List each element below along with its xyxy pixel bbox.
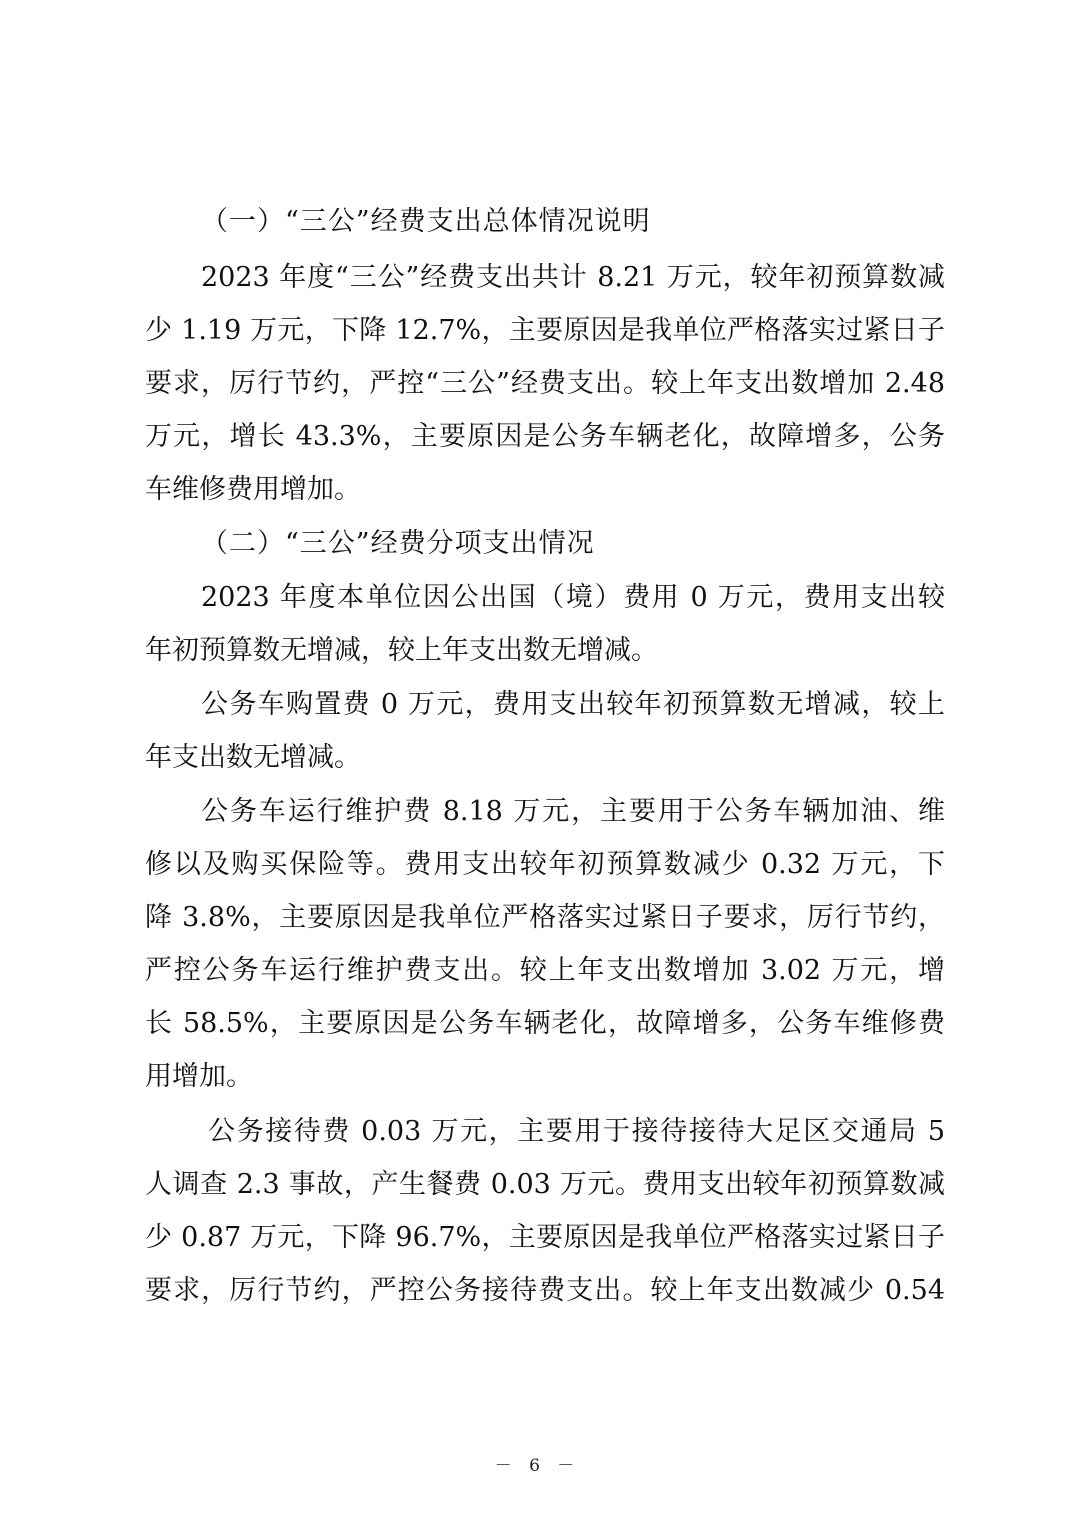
paragraph-line: 公务车购置费 0 万元，费用支出较年初预算数无增减，较上 xyxy=(201,689,945,720)
paragraph-line: 公务车运行维护费 8.18 万元，主要用于公务车辆加油、维 xyxy=(201,796,945,827)
paragraph-line: 公务接待费 0.03 万元，主要用于接待接待大足区交通局 5 xyxy=(208,1116,945,1147)
paragraph-line: 修以及购买保险等。费用支出较年初预算数减少 0.32 万元，下 xyxy=(145,849,945,880)
paragraph-line: 严控公务车运行维护费支出。较上年支出数增加 3.02 万元，增 xyxy=(145,955,945,986)
paragraph-line: 要求，厉行节约，严控“三公”经费支出。较上年支出数增加 2.48 xyxy=(145,368,945,399)
paragraph-line: 降 3.8%，主要原因是我单位严格落实过紧日子要求，厉行节约， xyxy=(145,902,945,933)
paragraph-line: 少 1.19 万元，下降 12.7%，主要原因是我单位严格落实过紧日子 xyxy=(145,315,945,346)
page-number: － 6 － xyxy=(494,1456,581,1476)
paragraph-line: 人调查 2.3 事故，产生餐费 0.03 万元。费用支出较年初预算数减 xyxy=(145,1169,945,1200)
paragraph-line: 年支出数无增减。 xyxy=(145,742,361,773)
paragraph-line: 万元，增长 43.3%，主要原因是公务车辆老化，故障增多，公务 xyxy=(145,421,945,452)
paragraph-line: 少 0.87 万元，下降 96.7%，主要原因是我单位严格落实过紧日子 xyxy=(145,1222,945,1253)
paragraph-line: 车维修费用增加。 xyxy=(145,474,361,505)
section-heading-1: （一）“三公”经费支出总体情况说明 xyxy=(201,206,651,237)
paragraph-line: 要求，厉行节约，严控公务接待费支出。较上年支出数减少 0.54 xyxy=(145,1275,945,1306)
paragraph-line: 2023 年度“三公”经费支出共计 8.21 万元，较年初预算数减 xyxy=(201,262,945,293)
paragraph-line: 用增加。 xyxy=(145,1061,253,1092)
section-heading-2: （二）“三公”经费分项支出情况 xyxy=(201,528,595,559)
paragraph-line: 年初预算数无增减，较上年支出数无增减。 xyxy=(145,635,658,666)
paragraph-line: 2023 年度本单位因公出国（境）费用 0 万元，费用支出较 xyxy=(201,582,945,613)
paragraph-line: 长 58.5%，主要原因是公务车辆老化，故障增多，公务车维修费 xyxy=(145,1008,945,1039)
